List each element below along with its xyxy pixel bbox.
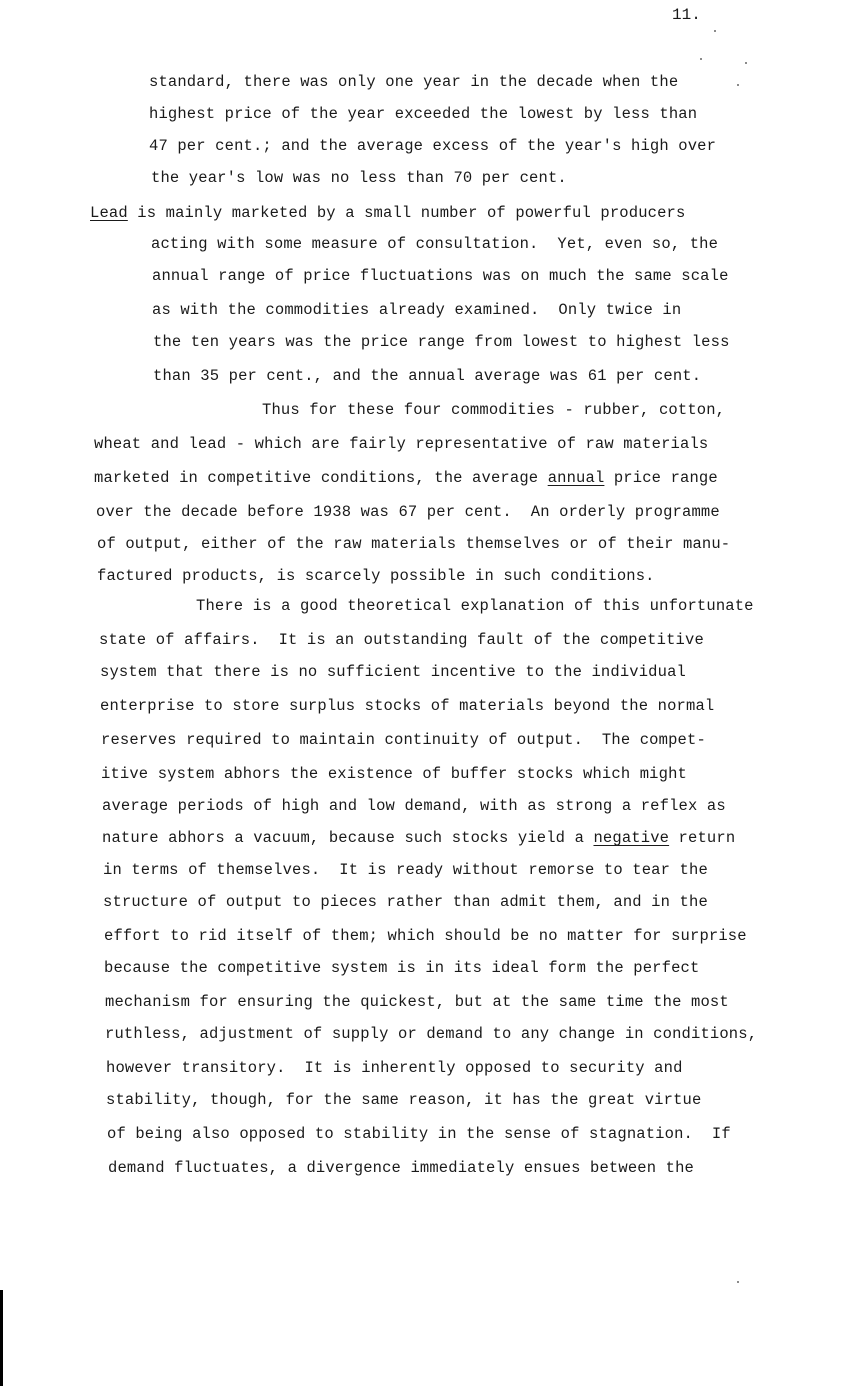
text-line xyxy=(99,630,704,650)
text-line xyxy=(100,662,686,682)
text-line xyxy=(152,266,729,286)
text-line xyxy=(196,596,754,616)
text-line-content: demand fluctuates, a divergence immediately ensues between the xyxy=(108,1159,694,1177)
underlined-word: annual xyxy=(547,469,605,487)
text-line xyxy=(97,566,655,586)
text-line xyxy=(152,300,681,320)
scan-edge-mark xyxy=(0,1290,3,1386)
text-line xyxy=(151,168,567,188)
text-line-content: average periods of high and low demand, with as strong a reflex as xyxy=(102,797,726,815)
text-line xyxy=(106,1090,701,1110)
text-line xyxy=(97,534,730,554)
text-line-continuation: return xyxy=(669,829,736,847)
text-line-content: marketed in competitive conditions, the average xyxy=(94,469,548,487)
text-line-content: however transitory. It is inherently opposed to security and xyxy=(106,1059,683,1077)
text-line-content: There is a good theoretical explanation of this unfortunate xyxy=(196,597,754,615)
text-line xyxy=(153,366,701,386)
text-line-content: than 35 per cent., and the annual average was 61 per cent. xyxy=(153,367,702,385)
text-line-content: reserves required to maintain continuity of output. The compet- xyxy=(101,731,706,749)
text-line-content: in terms of themselves. It is ready without remorse to tear the xyxy=(103,861,708,879)
text-line-content: 47 per cent.; and the average excess of the year's high over xyxy=(149,137,717,155)
text-line-content: over the decade before 1938 was 67 per cent. An orderly programme xyxy=(96,503,720,521)
text-line-content: nature abhors a vacuum, because such stocks yield a xyxy=(102,829,594,847)
text-line-content: as with the commodities already examined. Only twice in xyxy=(152,301,682,319)
text-line xyxy=(262,400,725,420)
text-line-content: factured products, is scarcely possible in such conditions. xyxy=(97,567,655,585)
text-line-content: enterprise to store surplus stocks of materials beyond the normal xyxy=(100,697,715,715)
text-line xyxy=(149,72,678,92)
text-line xyxy=(103,860,708,880)
text-line-content: wheat and lead - which are fairly representative of raw materials xyxy=(94,435,709,453)
text-line xyxy=(106,1058,683,1078)
text-line xyxy=(102,796,726,816)
text-line-content: system that there is no sufficient incentive to the individual xyxy=(100,663,686,681)
text-line-content: state of affairs. It is an outstanding fault of the competitive xyxy=(99,631,704,649)
text-line-content: of output, either of the raw materials themselves or of their manu- xyxy=(97,535,731,553)
text-line xyxy=(151,234,718,254)
text-line-content: acting with some measure of consultation. Yet, even so, the xyxy=(151,235,719,253)
scan-speck xyxy=(745,62,747,64)
text-line-content: Thus for these four commodities - rubber, cotton, xyxy=(262,401,726,419)
text-line-content: of being also opposed to stability in the sense of stagnation. If xyxy=(107,1125,731,1143)
text-line xyxy=(94,468,718,488)
text-line xyxy=(153,332,730,352)
scan-speck xyxy=(714,30,716,32)
text-line-continuation: price range xyxy=(604,469,718,487)
text-line-content: ruthless, adjustment of supply or demand to any change in conditions, xyxy=(105,1025,758,1043)
text-line xyxy=(94,434,708,454)
text-line xyxy=(96,502,720,522)
text-line xyxy=(101,764,687,784)
text-line xyxy=(102,828,735,848)
text-line xyxy=(149,104,697,124)
text-line-content: highest price of the year exceeded the lowest by less than xyxy=(149,105,698,123)
text-line-content: itive system abhors the existence of buffer stocks which might xyxy=(101,765,687,783)
text-line-content: annual range of price fluctuations was on much the same scale xyxy=(152,267,729,285)
text-line xyxy=(90,203,685,223)
text-line xyxy=(108,1158,694,1178)
scan-speck xyxy=(737,1281,739,1283)
text-line xyxy=(105,992,729,1012)
text-line-content: structure of output to pieces rather than admit them, and in the xyxy=(103,893,708,911)
scan-speck xyxy=(737,84,739,86)
text-line-content: the ten years was the price range from lowest to highest less xyxy=(153,333,730,351)
text-line xyxy=(105,1024,757,1044)
text-line-content: standard, there was only one year in the decade when the xyxy=(149,73,679,91)
text-line xyxy=(103,892,708,912)
text-line xyxy=(149,136,716,156)
text-line xyxy=(107,1124,731,1144)
scan-speck xyxy=(700,58,702,60)
text-line-content: because the competitive system is in its ideal form the perfect xyxy=(104,959,700,977)
text-line-content: mechanism for ensuring the quickest, but at the same time the most xyxy=(105,993,729,1011)
text-line-continuation: is mainly marketed by a small number of powerful producers xyxy=(127,204,686,222)
text-line-content: effort to rid itself of them; which should be no matter for surprise xyxy=(104,927,747,945)
underlined-word: negative xyxy=(593,829,670,847)
text-line-content: stability, though, for the same reason, it has the great virtue xyxy=(106,1091,702,1109)
text-line-content: the year's low was no less than 70 per cent. xyxy=(151,169,567,187)
text-line xyxy=(100,696,714,716)
text-line xyxy=(104,958,699,978)
page-number: 11. xyxy=(672,6,701,24)
text-line xyxy=(104,926,747,946)
underlined-word: Lead xyxy=(90,204,128,222)
text-line xyxy=(101,730,706,750)
